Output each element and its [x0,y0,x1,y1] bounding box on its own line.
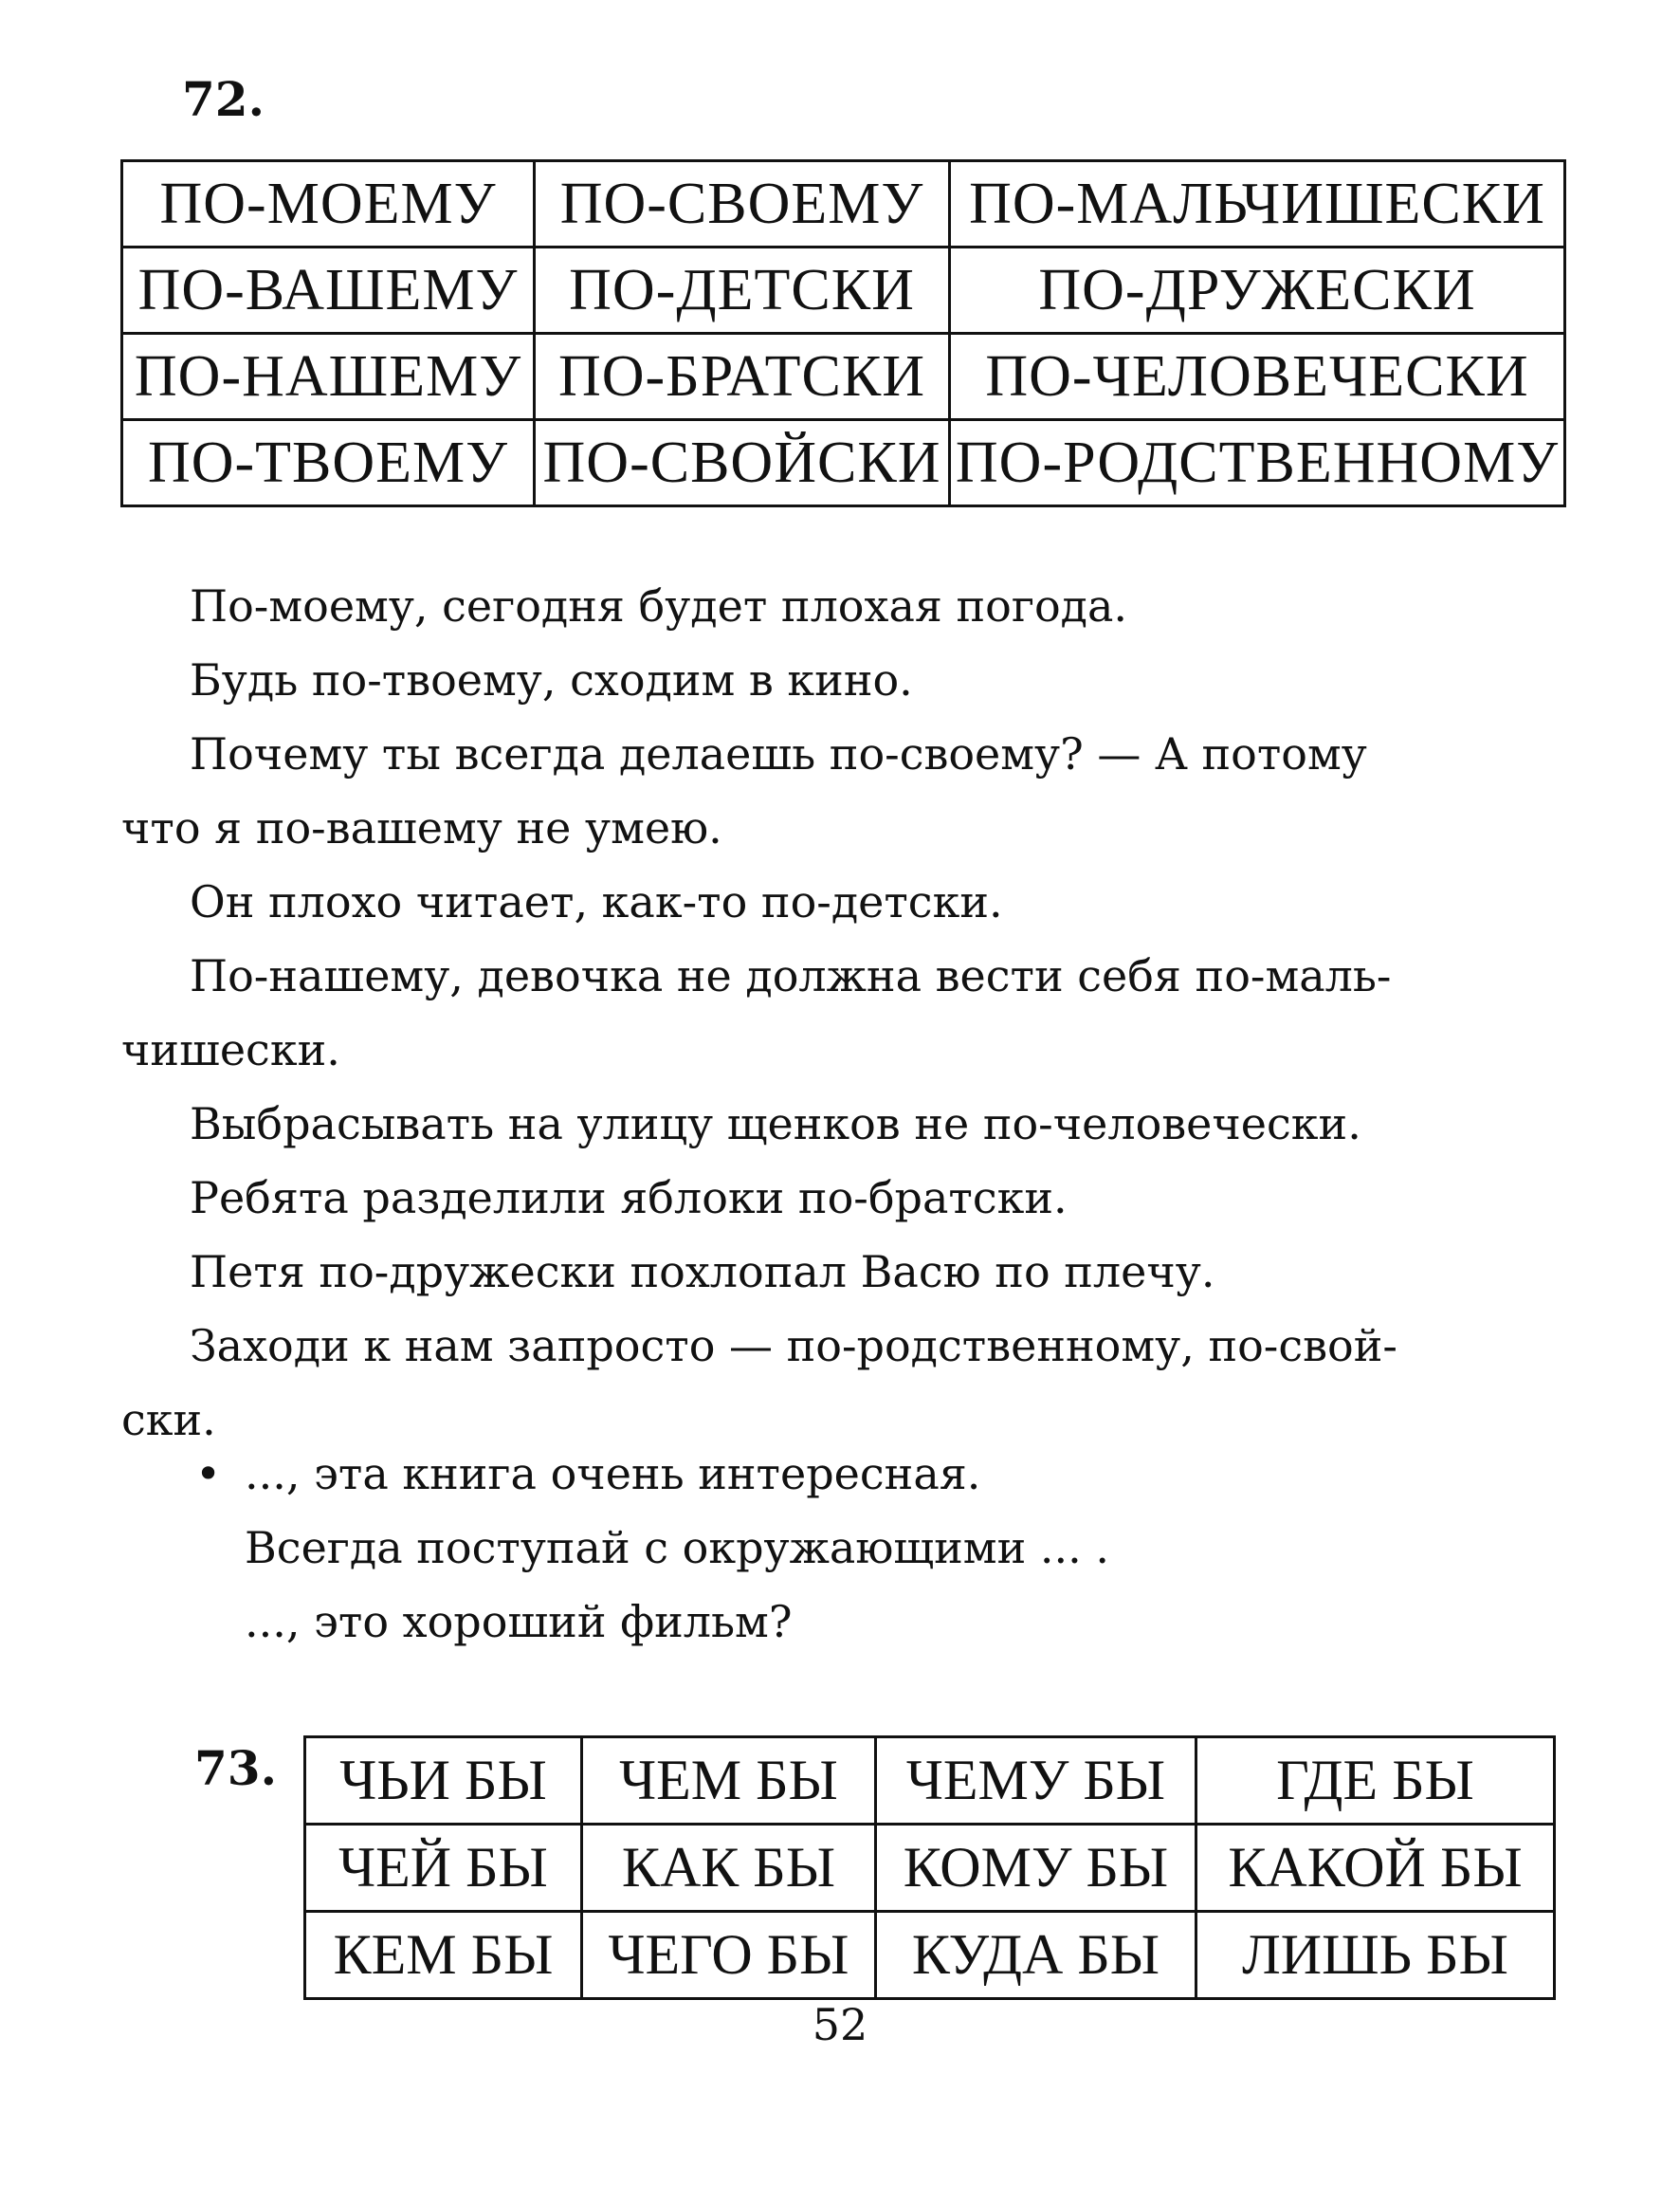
table-cell: КАК БЫ [582,1825,876,1912]
table-cell: КУДА БЫ [876,1912,1196,1999]
table-cell: ПО-МОЕМУ [122,161,535,248]
table-cell: ПО-РОДСТВЕННОМУ [950,420,1565,506]
table-cell: ГДЕ БЫ [1196,1737,1555,1825]
sentence [121,865,1581,939]
sentence-line: Выбрасывать на улицу щенков не по-человечески. [190,1098,1361,1149]
exercise-73-table [303,1735,1556,2000]
table-cell: ЧЕГО БЫ [582,1912,876,1999]
table-cell: ЧЕМ БЫ [582,1737,876,1825]
sentence-line: Заходи к нам запросто — по-родственному, по-свой- [190,1320,1397,1371]
sentence-line: Будь по-твоему, сходим в кино. [190,654,913,706]
sentence-line: Почему ты всегда делаешь по-своему? — А потому [190,728,1367,780]
sentence [121,569,1581,643]
table-row [122,248,1565,334]
sentence-line: По-нашему, девочка не должна вести себя по-маль- [190,950,1392,1001]
table-cell: ПО-ТВОЕМУ [122,420,535,506]
table-cell: ЧЬИ БЫ [305,1737,582,1825]
table-row [122,161,1565,248]
sentence-line-continued: что я по-вашему не умею. [121,802,722,853]
table-cell: ЧЕМУ БЫ [876,1737,1196,1825]
exercise-72-number: 72. [182,71,265,127]
table-cell: КАКОЙ БЫ [1196,1825,1555,1912]
table-cell: ПО-ЧЕЛОВЕЧЕСКИ [950,334,1565,420]
table-cell: ПО-ВАШЕМУ [122,248,535,334]
sentence-line-continued: ски. [121,1394,216,1445]
table-row [305,1912,1555,1999]
sentence-line: По-моему, сегодня будет плохая погода. [190,580,1128,632]
bullet-line [190,1437,1109,1511]
table-cell: ПО-ДЕТСКИ [535,248,950,334]
table-cell: ПО-СВОЙСКИ [535,420,950,506]
bullet-line-text: Всегда поступай с окружающими ... . [245,1522,1109,1573]
bullet-task [190,1437,1109,1659]
sentence [121,1087,1581,1161]
sentence-line: Ребята разделили яблоки по-братски. [190,1172,1068,1223]
bullet-line-text: ..., эта книга очень интересная. [245,1448,981,1499]
table-cell: ПО-НАШЕМУ [122,334,535,420]
table-row [305,1825,1555,1912]
table-cell: КОМУ БЫ [876,1825,1196,1912]
table-cell: ПО-СВОЕМУ [535,161,950,248]
exercise-72-table [120,159,1566,507]
sentence [121,1309,1581,1457]
sentence [121,1161,1581,1235]
table-cell: ПО-МАЛЬЧИШЕСКИ [950,161,1565,248]
exercise-72-sentences [121,569,1581,1457]
sentence-line: Петя по-дружески похлопал Васю по плечу. [190,1246,1215,1297]
sentence [121,643,1581,717]
table-cell: ЛИШЬ БЫ [1196,1912,1555,1999]
sentence-line-continued: чишески. [121,1024,340,1075]
bullet-line [190,1585,1109,1659]
bullet-line-text: ..., это хороший фильм? [245,1596,793,1647]
sentence-line: Он плохо читает, как-то по-детски. [190,876,1003,927]
bullet-line [190,1511,1109,1585]
table-cell: ПО-БРАТСКИ [535,334,950,420]
table-row [122,420,1565,506]
sentence [121,939,1581,1087]
table-row [122,334,1565,420]
page-number: 52 [812,1999,868,2050]
table-cell: ЧЕЙ БЫ [305,1825,582,1912]
sentence [121,1235,1581,1309]
sentence [121,717,1581,865]
bullet-icon: • [195,1448,222,1499]
table-cell: ПО-ДРУЖЕСКИ [950,248,1565,334]
table-row [305,1737,1555,1825]
exercise-73-number: 73. [194,1740,277,1796]
table-cell: КЕМ БЫ [305,1912,582,1999]
